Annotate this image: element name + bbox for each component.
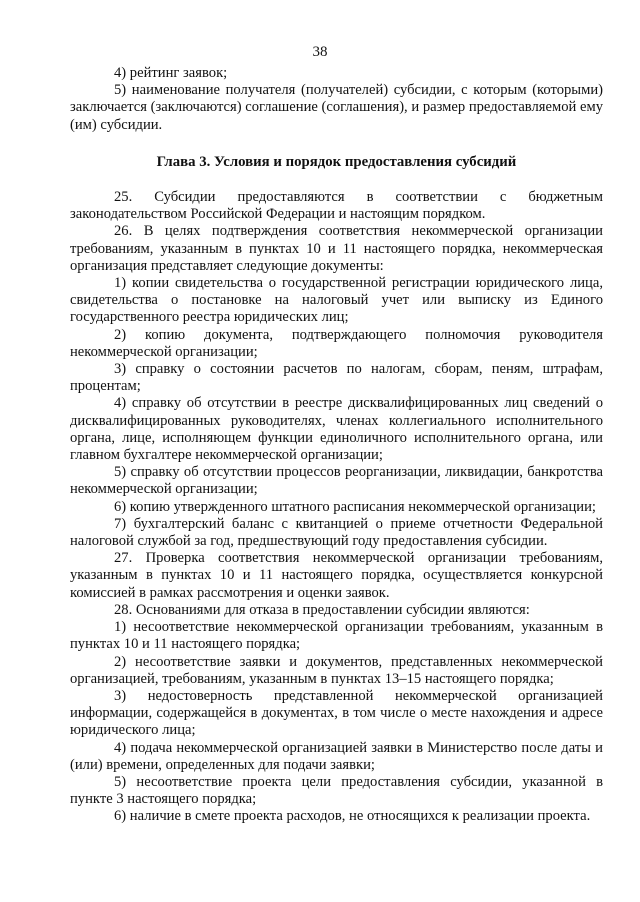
paragraph-25: 25. Субсидии предоставляются в соответствии с бюджетным законодательством Российской Федерации и настоящим порядком. [70,189,603,223]
list-item: 4) подача некоммерческой организацией заявки в Министерство после даты и (или) времени, определенных для подачи заявки; [70,739,603,773]
page-number: 38 [312,44,328,60]
list-item: 5) наименование получателя (получателей) субсидии, с которым (которыми) заключается (заключаются) соглашение (соглашения), и размер предоставляемой ему (им) субсидии. [70,82,603,133]
document-body [70,65,603,826]
list-item: 2) несоответствие заявки и документов, представленных некоммерческой организацией, требованиям, указанным в пунктах 13–15 настоящего порядка; [70,653,603,687]
list-item: 2) копию документа, подтверждающего полномочия руководителя некоммерческой организации; [70,326,603,360]
list-item: 3) справку о состоянии расчетов по налогам, сборам, пеням, штрафам, процентам; [70,361,603,395]
list-item: 5) несоответствие проекта цели предоставления субсидии, указанной в пункте 3 настоящего порядка; [70,773,603,808]
paragraph-26: 26. В целях подтверждения соответствия некоммерческой организации требованиям, указанным в пунктах 10 и 11 настоящего порядка, некоммерческая организация представляет следующие документы: [70,223,603,274]
list-item: 1) несоответствие некоммерческой организации требованиям, указанным в пунктах 10 и 11 настоящего порядка; [70,619,603,653]
paragraph-28: 28. Основаниями для отказа в предоставлении субсидии являются: [114,601,530,618]
list-item: 4) рейтинг заявок; [114,65,228,81]
list-item: 5) справку об отсутствии процессов реорганизации, ликвидации, банкротства некоммерческой организации; [70,464,603,498]
paragraph-27: 27. Проверка соответствия некоммерческой организации требованиям, указанным в пунктах 10 и 11 настоящего порядка, осуществляется конкурсной комиссией в рамках рассмотрения и оценки заявок. [70,550,603,601]
list-item: 7) бухгалтерский баланс с квитанцией о приеме отчетности Федеральной налоговой службой за год, предшествующий году предоставления субсидии. [70,515,603,550]
list-item: 1) копии свидетельства о государственной регистрации юридического лица, свидетельства о постановке на налоговый учет или выписку из Единого государственного реестра юридических лиц; [70,275,603,326]
chapter-title: Глава 3. Условия и порядок предоставления субсидий [156,153,517,170]
list-item: 3) недостоверность представленной некоммерческой организацией информации, содержащейся в документах, в том числе о месте нахождения и адресе юридического лица; [70,687,603,739]
list-item: 6) копию утвержденного штатного расписания некоммерческой организации; [114,498,596,515]
list-item: 6) наличие в смете проекта расходов, не относящихся к реализации проекта. [114,808,591,825]
list-item: 4) справку об отсутствии в реестре дисквалифицированных лиц сведений о дисквалифицированных руководителях, членах коллегиального исполнительного органа, лице, исполняющем функции единоличного исполнительного органа, или главном бухгалтере некоммерческой организации; [70,395,603,464]
